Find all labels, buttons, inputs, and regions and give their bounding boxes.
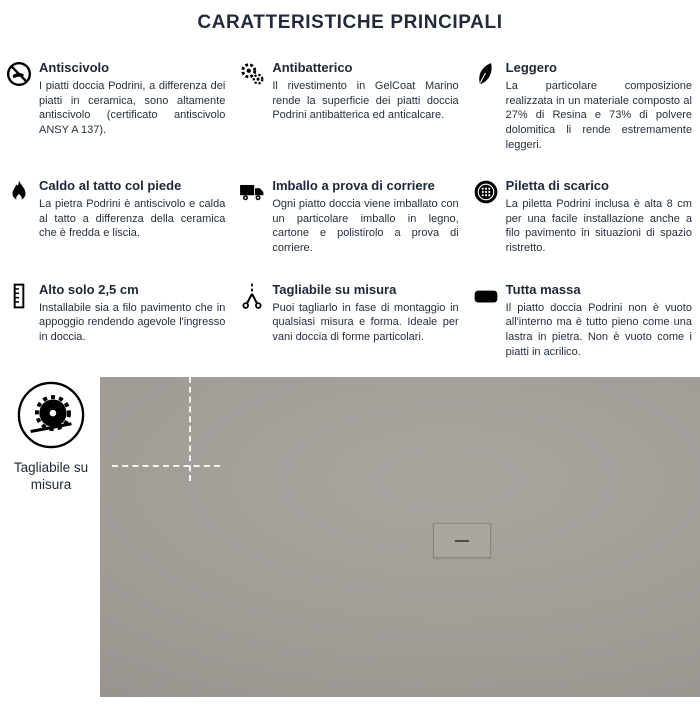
feature-title: Antibatterico <box>272 60 353 75</box>
bacteria-icon <box>239 61 265 87</box>
drain-icon <box>473 179 499 205</box>
shower-tray-photo <box>100 377 700 697</box>
feature-title: Alto solo 2,5 cm <box>39 281 139 297</box>
feather-icon <box>473 61 499 87</box>
feature-title: Piletta di scarico <box>505 178 609 194</box>
feature-text: I piatti doccia Podrini, a differenza dei piatti in ceramica, sono altamente antiscivolo (certificato antiscivolo ANSY A 137). <box>39 80 226 136</box>
feature-tutta-massa <box>473 282 692 360</box>
feature-title: Imballo a prova di corriere <box>272 178 435 194</box>
flame-icon <box>6 179 32 205</box>
feature-text: Il rivestimento in GelCoat Marino rende la superficie dei piatti doccia Podrini antibatterica ed anticalcare. <box>272 80 459 122</box>
drain-cover <box>433 523 491 558</box>
feature-text: Installabile sia a filo pavimento che in appoggio rendendo agevole l'ingresso in doccia. <box>39 301 226 343</box>
feature-text: Ogni piatto doccia viene imballato con un particolare imballo in legno, cartone e polistirolo a prova di corriere. <box>272 198 459 254</box>
feature-text: Puoi tagliarlo in fase di montaggio in qualsiasi misura e forma. Ideale per vani doccia di forme particolari. <box>272 301 459 343</box>
saw-blade-icon <box>8 380 94 450</box>
feature-text: Il piatto doccia Podrini non è vuoto all'interno ma è tutto pieno come una lastra in pietra. Non è vuoto come i piatti in acrilico. <box>505 301 692 358</box>
no-slip-icon <box>6 61 32 87</box>
page-title: CARATTERISTICHE PRINCIPALI <box>197 12 503 33</box>
cuttable-badge <box>8 380 94 494</box>
feature-piletta <box>473 178 692 256</box>
feature-antibatterico <box>239 60 458 152</box>
feature-leggero <box>473 60 692 152</box>
feature-title: Leggero <box>505 60 557 75</box>
feature-title: Tagliabile su misura <box>272 281 397 297</box>
feature-text: La particolare composizione realizzata in un materiale composto al 27% di Resina e 73% di polvere dolomitica li rende estremamente leggeri. <box>505 80 692 151</box>
feature-title: Antiscivolo <box>39 60 110 75</box>
feature-tagliabile <box>239 282 458 360</box>
feature-text: La pietra Podrini è antiscivolo e calda al tatto a differenza della ceramica che è fredda e liscia. <box>39 198 226 240</box>
feature-antiscivolo <box>6 60 225 152</box>
feature-title: Tutta massa <box>505 281 581 297</box>
feature-text: La piletta Podrini inclusa è alta 8 cm per una facile installazione anche a filo pavimento in situazioni di spazio ristretto. <box>505 198 692 254</box>
drain-slot <box>455 540 469 542</box>
feature-imballo <box>239 178 458 256</box>
feature-title: Caldo al tatto col piede <box>39 178 182 194</box>
cut-guide-horizontal-dashed-line <box>112 465 220 467</box>
feature-caldo-al-tatto <box>6 178 225 256</box>
truck-icon <box>239 179 265 205</box>
scissors-icon <box>239 283 265 309</box>
ruler-icon <box>6 283 32 309</box>
solid-slab-icon <box>473 283 499 309</box>
feature-alto-2-5cm <box>6 282 225 360</box>
cuttable-badge-label: Tagliabile su misura <box>13 460 89 492</box>
features-grid <box>0 34 700 359</box>
